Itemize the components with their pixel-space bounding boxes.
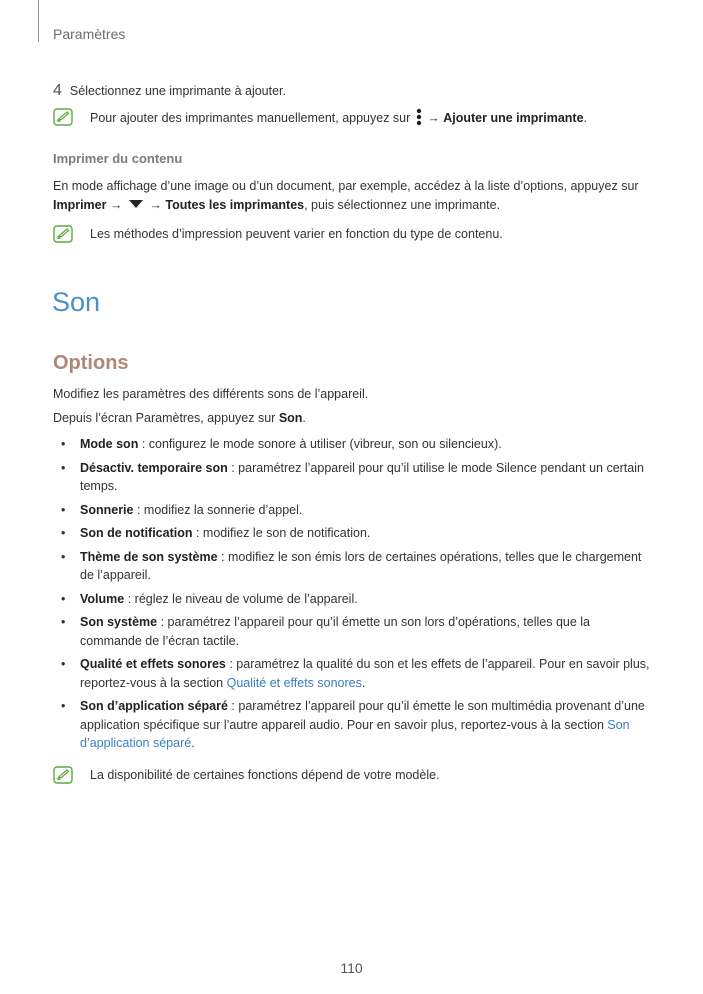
note-icon (53, 225, 73, 243)
list-item-text: : paramétrez l’appareil pour qu’il émette un son lors d’opérations, telles que la commande de l’écran tactile. (80, 615, 591, 648)
bullet-dot: • (61, 699, 66, 713)
list-item-term: Son système (80, 615, 158, 629)
bullet-dot: • (61, 657, 66, 671)
bullet-dot: • (61, 549, 66, 564)
note2-text: Les méthodes d’impression peuvent varier en fonction du type de contenu. (90, 227, 503, 241)
list-item-post: . (191, 736, 195, 750)
list-item (53, 548, 653, 585)
bullet-dot: • (61, 460, 66, 475)
section-title-son: Son (52, 287, 101, 317)
list-item-term: Son de notification (80, 526, 193, 540)
list-item-text: : configurez le mode sonore à utiliser (vibreur, son ou silencieux). (138, 437, 502, 451)
list-item-term: Volume (80, 591, 125, 606)
list-item (53, 459, 653, 496)
cross-reference-link[interactable]: Son d’application séparé (80, 717, 630, 750)
step-4 (53, 82, 286, 100)
note1-bold: Ajouter une imprimante (443, 111, 584, 125)
page-header: Paramètres (53, 26, 126, 42)
list-item-text: : modifiez le son de notification. (192, 526, 371, 540)
note3-text: La disponibilité de certaines fonctions dépend de votre modèle. (90, 768, 440, 782)
list-item-text: : paramétrez l’appareil pour qu’il utilise le mode Silence pendant un certain temps. (80, 460, 644, 493)
list-item-term: Thème de son système (80, 549, 218, 564)
subsection-title-options: Options (53, 352, 129, 374)
note-print-methods (53, 225, 503, 243)
list-item-text: : paramétrez l’appareil pour qu’il émette le son multimédia provenant d’une application spécifique sur l’autre appareil audio. Pour en savoir plus, reportez-vous à la section (80, 699, 645, 732)
print-arrow2: → (145, 198, 166, 212)
list-item-term: Qualité et effets sonores (80, 657, 226, 671)
more-options-icon (416, 108, 422, 126)
intro2-bold: Son (278, 411, 303, 425)
list-item-term: Sonnerie (80, 502, 134, 517)
list-item-text: : réglez le niveau de volume de l’appareil. (124, 591, 358, 606)
bullet-dot: • (61, 615, 66, 629)
list-item (53, 697, 653, 753)
print-line1: En mode affichage d’une image ou d’un document, par exemple, accédez à la liste d’options, appuyez sur (53, 179, 639, 193)
list-item (53, 435, 653, 454)
options-list (53, 435, 653, 758)
list-item-text: : modifiez la sonnerie d’appel. (133, 502, 303, 517)
list-item-text: : paramétrez la qualité du son et les effets de l’appareil. Pour en savoir plus, reportez-vous à la section (80, 657, 650, 690)
bullet-dot: • (61, 526, 66, 540)
print-bold1: Imprimer (53, 198, 107, 212)
note-availability (53, 766, 440, 784)
list-item (53, 501, 653, 520)
bullet-dot: • (61, 437, 66, 451)
step-text: Sélectionnez une imprimante à ajouter. (69, 84, 287, 98)
print-bold2: Toutes les imprimantes (165, 198, 305, 212)
intro2-post: . (302, 411, 306, 425)
section-subheading: Imprimer du contenu (53, 151, 183, 166)
intro2-pre: Depuis l’écran Paramètres, appuyez sur (53, 411, 279, 425)
note1-text: Pour ajouter des imprimantes manuellement, appuyez sur (90, 111, 414, 125)
dropdown-arrow-icon (128, 199, 144, 209)
list-item (53, 590, 653, 609)
print-rest: , puis sélectionnez une imprimante. (304, 198, 501, 212)
list-item-term: Mode son (80, 437, 139, 451)
note-icon (53, 766, 73, 784)
bullet-dot: • (61, 591, 66, 606)
step-number: 4 (53, 82, 62, 99)
note1-post: . (583, 111, 588, 125)
list-item (53, 655, 653, 692)
list-item (53, 613, 653, 650)
header-rule (38, 0, 39, 42)
note1-arrow: → (423, 111, 444, 125)
cross-reference-link[interactable]: Qualité et effets sonores (226, 675, 362, 690)
print-paragraph (53, 177, 653, 215)
list-item-post: . (361, 675, 366, 690)
note-icon (53, 108, 73, 126)
list-item-term: Son d’application séparé (80, 699, 228, 713)
bullet-dot: • (61, 502, 66, 517)
print-arrow1: → (106, 198, 126, 212)
note-add-printer (53, 108, 587, 126)
options-intro1: Modifiez les paramètres des différents sons de l’appareil. (53, 387, 369, 401)
page-number: 110 (340, 960, 363, 976)
list-item-term: Désactiv. temporaire son (80, 460, 228, 475)
list-item (53, 524, 653, 543)
list-item-text: : modifiez le son émis lors de certaines opérations, telles que le chargement de l’appareil. (80, 549, 642, 582)
options-intro2 (53, 409, 306, 428)
